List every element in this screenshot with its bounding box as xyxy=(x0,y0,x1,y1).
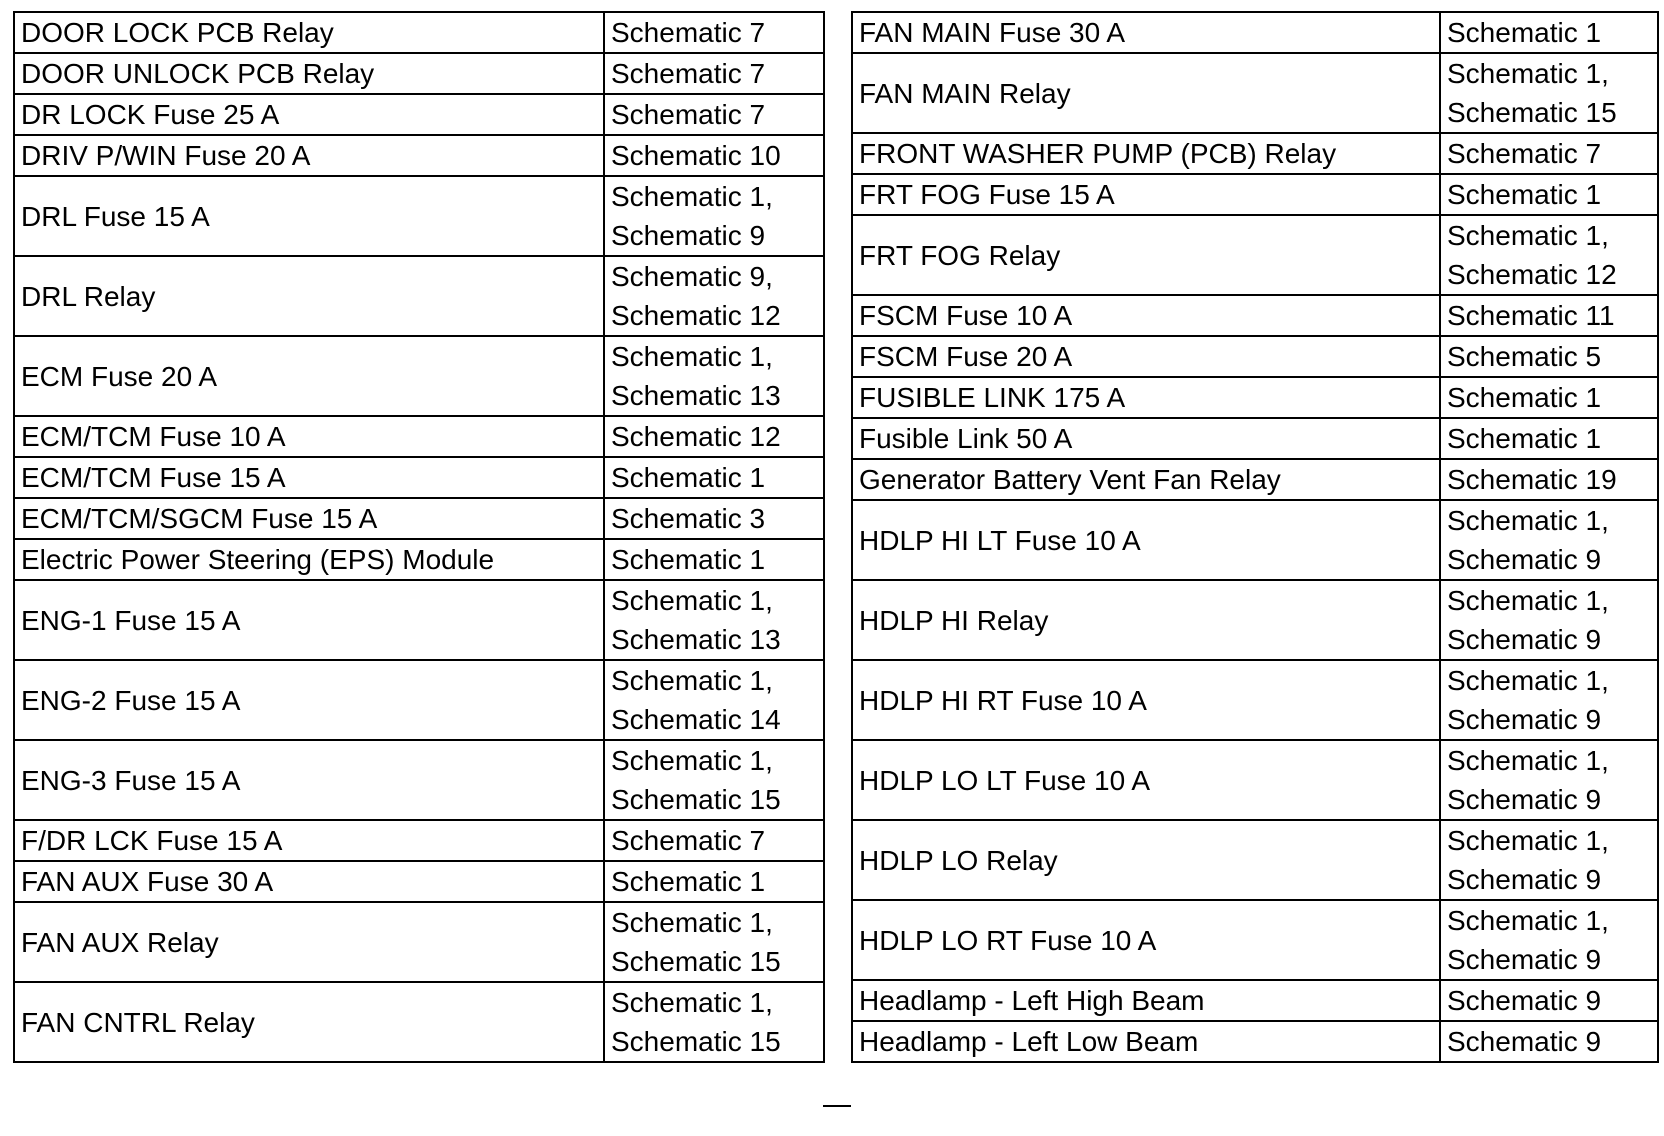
component-name: DOOR UNLOCK PCB Relay xyxy=(14,53,604,94)
table-row xyxy=(852,820,1658,900)
table-row xyxy=(852,459,1658,500)
table-row xyxy=(852,295,1658,336)
component-name: Headlamp - Left Low Beam xyxy=(852,1021,1440,1062)
schematic-reference xyxy=(1440,174,1658,215)
schematic-reference-line: Schematic 1, xyxy=(611,745,773,776)
schematic-reference-line: Schematic 1 xyxy=(1447,382,1602,413)
schematic-reference-line: Schematic 3 xyxy=(611,503,766,534)
table-row xyxy=(14,902,824,982)
schematic-reference xyxy=(1440,900,1658,980)
table-row xyxy=(852,900,1658,980)
component-name: FAN AUX Relay xyxy=(14,902,604,982)
schematic-reference-line: Schematic 1, xyxy=(1447,58,1609,89)
component-name: DRL Relay xyxy=(14,256,604,336)
component-name: HDLP LO RT Fuse 10 A xyxy=(852,900,1440,980)
component-name: HDLP LO Relay xyxy=(852,820,1440,900)
schematic-reference xyxy=(1440,1021,1658,1062)
schematic-reference-line: Schematic 15 xyxy=(611,1026,781,1057)
schematic-reference xyxy=(1440,980,1658,1021)
table-row xyxy=(852,336,1658,377)
schematic-reference xyxy=(604,53,824,94)
table-row xyxy=(852,660,1658,740)
schematic-reference xyxy=(1440,133,1658,174)
schematic-reference xyxy=(1440,820,1658,900)
table-row xyxy=(14,660,824,740)
table-row xyxy=(852,580,1658,660)
schematic-reference xyxy=(604,660,824,740)
schematic-reference-line: Schematic 1, xyxy=(1447,825,1609,856)
component-name: FRT FOG Fuse 15 A xyxy=(852,174,1440,215)
schematic-reference xyxy=(604,135,824,176)
schematic-reference-line: Schematic 14 xyxy=(611,704,781,735)
schematic-reference xyxy=(604,176,824,256)
component-table-right xyxy=(851,11,1659,1063)
schematic-reference xyxy=(1440,12,1658,53)
schematic-reference-line: Schematic 1 xyxy=(1447,17,1602,48)
table-row xyxy=(852,1021,1658,1062)
component-name: Fusible Link 50 A xyxy=(852,418,1440,459)
schematic-reference xyxy=(604,982,824,1062)
schematic-reference-line: Schematic 12 xyxy=(1447,259,1617,290)
component-name: FAN MAIN Fuse 30 A xyxy=(852,12,1440,53)
schematic-reference-line: Schematic 15 xyxy=(611,784,781,815)
schematic-reference xyxy=(604,902,824,982)
schematic-reference-line: Schematic 9, xyxy=(611,261,773,292)
component-name: FUSIBLE LINK 175 A xyxy=(852,377,1440,418)
schematic-reference-line: Schematic 9 xyxy=(1447,544,1602,575)
table-row xyxy=(14,256,824,336)
schematic-reference xyxy=(604,416,824,457)
schematic-reference xyxy=(604,457,824,498)
table-row xyxy=(14,135,824,176)
schematic-reference xyxy=(1440,377,1658,418)
schematic-reference xyxy=(1440,580,1658,660)
table-row xyxy=(852,980,1658,1021)
schematic-reference-line: Schematic 1, xyxy=(1447,220,1609,251)
schematic-reference-line: Schematic 7 xyxy=(611,825,766,856)
component-name: FSCM Fuse 10 A xyxy=(852,295,1440,336)
table-row xyxy=(852,53,1658,133)
table-row xyxy=(14,12,824,53)
table-row xyxy=(852,133,1658,174)
component-name: ECM/TCM Fuse 15 A xyxy=(14,457,604,498)
schematic-reference-line: Schematic 7 xyxy=(611,99,766,130)
schematic-reference xyxy=(604,740,824,820)
component-name: FAN MAIN Relay xyxy=(852,53,1440,133)
schematic-reference-line: Schematic 7 xyxy=(1447,138,1602,169)
component-name: ENG-3 Fuse 15 A xyxy=(14,740,604,820)
table-row xyxy=(852,500,1658,580)
component-name: ECM/TCM/SGCM Fuse 15 A xyxy=(14,498,604,539)
schematic-reference xyxy=(1440,418,1658,459)
component-name: DOOR LOCK PCB Relay xyxy=(14,12,604,53)
schematic-reference-line: Schematic 1, xyxy=(1447,665,1609,696)
schematic-reference xyxy=(604,12,824,53)
schematic-reference-line: Schematic 12 xyxy=(611,300,781,331)
table-row xyxy=(14,982,824,1062)
schematic-reference-line: Schematic 7 xyxy=(611,58,766,89)
schematic-reference-line: Schematic 1, xyxy=(1447,505,1609,536)
schematic-reference-line: Schematic 9 xyxy=(1447,864,1602,895)
table-row xyxy=(14,416,824,457)
component-name: FSCM Fuse 20 A xyxy=(852,336,1440,377)
component-name: FRT FOG Relay xyxy=(852,215,1440,295)
table-row xyxy=(14,861,824,902)
schematic-reference-line: Schematic 13 xyxy=(611,380,781,411)
component-name: ENG-2 Fuse 15 A xyxy=(14,660,604,740)
schematic-reference xyxy=(604,498,824,539)
table-row xyxy=(14,740,824,820)
table-row xyxy=(14,53,824,94)
table-row xyxy=(852,215,1658,295)
component-name: DRIV P/WIN Fuse 20 A xyxy=(14,135,604,176)
schematic-reference xyxy=(1440,459,1658,500)
component-name: FAN AUX Fuse 30 A xyxy=(14,861,604,902)
schematic-reference-line: Schematic 1, xyxy=(611,665,773,696)
schematic-reference xyxy=(604,336,824,416)
schematic-reference xyxy=(1440,660,1658,740)
table-row xyxy=(852,740,1658,820)
schematic-reference-line: Schematic 1, xyxy=(1447,585,1609,616)
schematic-reference-line: Schematic 1, xyxy=(611,907,773,938)
schematic-reference-line: Schematic 1, xyxy=(611,181,773,212)
schematic-reference-line: Schematic 1, xyxy=(1447,905,1609,936)
schematic-reference-line: Schematic 19 xyxy=(1447,464,1617,495)
schematic-reference xyxy=(1440,53,1658,133)
component-name: HDLP HI Relay xyxy=(852,580,1440,660)
schematic-reference-line: Schematic 1 xyxy=(611,462,766,493)
table-row xyxy=(852,174,1658,215)
schematic-reference xyxy=(604,861,824,902)
component-name: HDLP LO LT Fuse 10 A xyxy=(852,740,1440,820)
schematic-reference xyxy=(1440,740,1658,820)
schematic-reference-line: Schematic 1 xyxy=(611,866,766,897)
component-name: F/DR LCK Fuse 15 A xyxy=(14,820,604,861)
schematic-reference xyxy=(604,539,824,580)
schematic-reference xyxy=(604,580,824,660)
component-table-left xyxy=(13,11,825,1063)
schematic-reference-line: Schematic 1, xyxy=(1447,745,1609,776)
schematic-reference-line: Schematic 9 xyxy=(1447,944,1602,975)
table-row xyxy=(14,539,824,580)
column-gap xyxy=(823,11,851,1107)
table-row xyxy=(14,457,824,498)
component-name: ECM/TCM Fuse 10 A xyxy=(14,416,604,457)
table-row xyxy=(14,94,824,135)
table-row xyxy=(852,377,1658,418)
component-name: Generator Battery Vent Fan Relay xyxy=(852,459,1440,500)
schematic-reference-line: Schematic 9 xyxy=(1447,704,1602,735)
table-row xyxy=(14,580,824,660)
schematic-reference-line: Schematic 10 xyxy=(611,140,781,171)
schematic-reference-line: Schematic 9 xyxy=(611,220,766,251)
schematic-reference-line: Schematic 9 xyxy=(1447,624,1602,655)
schematic-reference-line: Schematic 15 xyxy=(1447,97,1617,128)
schematic-reference xyxy=(604,256,824,336)
schematic-reference-line: Schematic 1 xyxy=(1447,423,1602,454)
component-name: DR LOCK Fuse 25 A xyxy=(14,94,604,135)
schematic-reference xyxy=(1440,215,1658,295)
table-row xyxy=(14,820,824,861)
schematic-reference xyxy=(1440,336,1658,377)
schematic-reference-line: Schematic 1, xyxy=(611,585,773,616)
component-name: Headlamp - Left High Beam xyxy=(852,980,1440,1021)
component-name: Electric Power Steering (EPS) Module xyxy=(14,539,604,580)
schematic-reference-line: Schematic 9 xyxy=(1447,985,1602,1016)
schematic-reference-line: Schematic 11 xyxy=(1447,300,1615,331)
component-name: FAN CNTRL Relay xyxy=(14,982,604,1062)
schematic-reference-line: Schematic 1, xyxy=(611,341,773,372)
component-name: ECM Fuse 20 A xyxy=(14,336,604,416)
component-name: HDLP HI LT Fuse 10 A xyxy=(852,500,1440,580)
schematic-reference-line: Schematic 12 xyxy=(611,421,781,452)
table-row xyxy=(14,498,824,539)
component-name: HDLP HI RT Fuse 10 A xyxy=(852,660,1440,740)
schematic-reference-line: Schematic 7 xyxy=(611,17,766,48)
schematic-reference-line: Schematic 13 xyxy=(611,624,781,655)
schematic-reference xyxy=(1440,500,1658,580)
component-name: ENG-1 Fuse 15 A xyxy=(14,580,604,660)
schematic-reference-line: Schematic 1, xyxy=(611,987,773,1018)
schematic-reference-line: Schematic 9 xyxy=(1447,1026,1602,1057)
schematic-reference-line: Schematic 9 xyxy=(1447,784,1602,815)
schematic-reference-line: Schematic 1 xyxy=(1447,179,1602,210)
schematic-reference xyxy=(604,94,824,135)
table-row xyxy=(852,418,1658,459)
component-name: DRL Fuse 15 A xyxy=(14,176,604,256)
schematic-reference-line: Schematic 1 xyxy=(611,544,766,575)
schematic-reference-line: Schematic 15 xyxy=(611,946,781,977)
table-row xyxy=(14,336,824,416)
schematic-reference xyxy=(1440,295,1658,336)
component-name: FRONT WASHER PUMP (PCB) Relay xyxy=(852,133,1440,174)
schematic-reference xyxy=(604,820,824,861)
table-row xyxy=(852,12,1658,53)
table-row xyxy=(14,176,824,256)
schematic-reference-line: Schematic 5 xyxy=(1447,341,1602,372)
